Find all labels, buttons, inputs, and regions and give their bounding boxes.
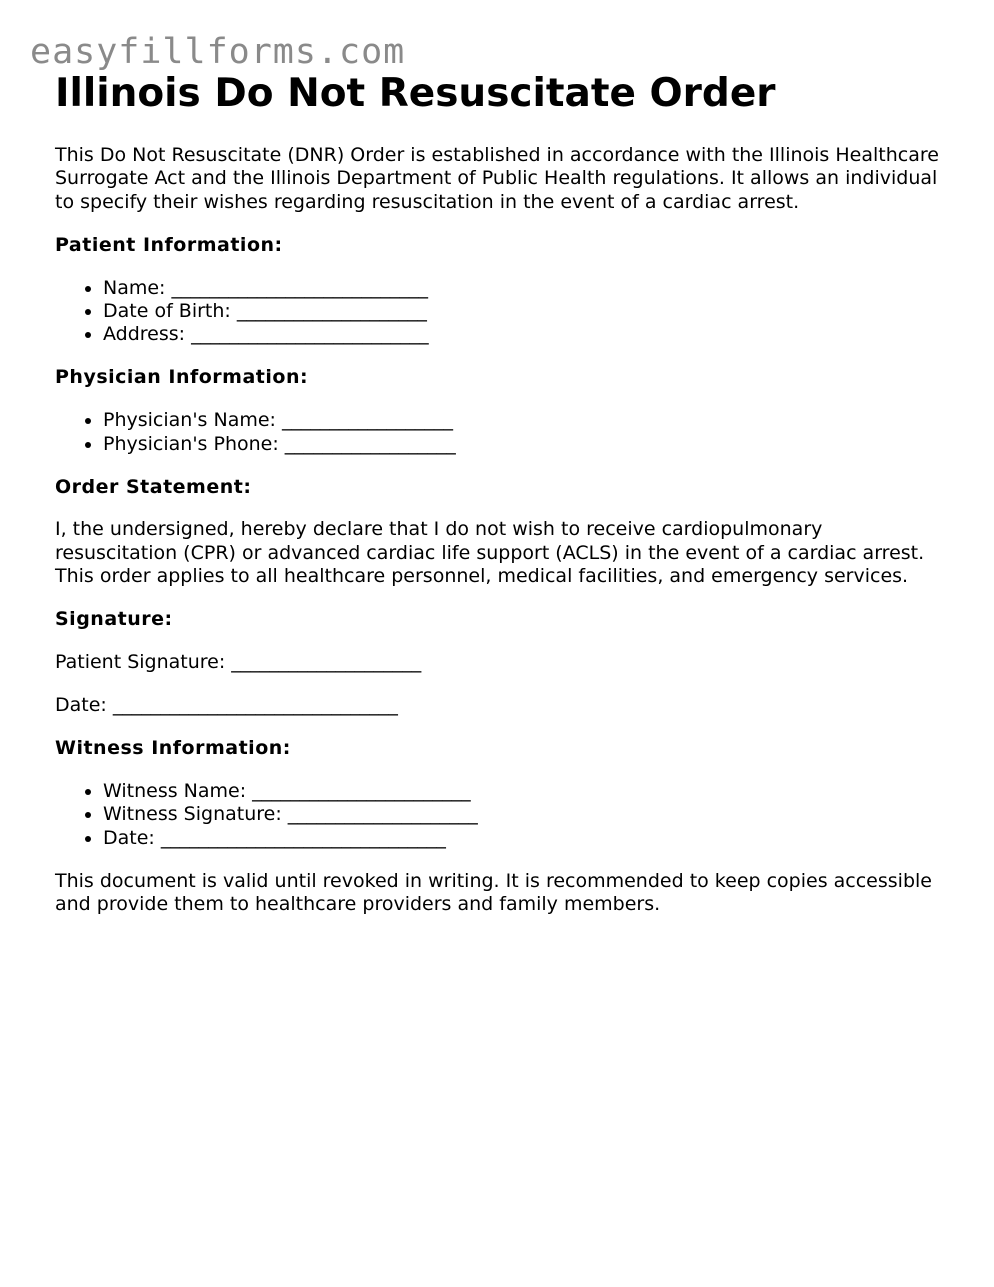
order-statement: I, the undersigned, hereby declare that I do not wish to receive cardiopulmonary resuscitation (CPR) or advanced cardiac life support (ACLS) in the event of a cardiac arrest. This order applies to all healthcare personnel, medical facilities, and emergency services. bbox=[55, 518, 925, 588]
witness-name-field[interactable]: • Witness Name: _______________________ bbox=[103, 780, 945, 803]
patient-address-field[interactable]: • Address: _________________________ bbox=[103, 323, 945, 346]
patient-name-field[interactable]: • Name: ___________________________ bbox=[103, 277, 945, 300]
signature-heading: Signature: bbox=[55, 608, 173, 631]
order-heading: Order Statement: bbox=[55, 475, 252, 498]
physician-phone-field[interactable]: • Physician's Phone: __________________ bbox=[103, 433, 945, 456]
signature-date-field[interactable]: Date: ______________________________ bbox=[55, 694, 398, 716]
witness-heading: Witness Information: bbox=[55, 736, 291, 759]
patient-heading: Patient Information: bbox=[55, 233, 283, 256]
page-title: Illinois Do Not Resuscitate Order bbox=[55, 71, 776, 116]
closing-paragraph: This document is valid until revoked in writing. It is recommended to keep copies accessible and provide them to healthcare providers and family members. bbox=[55, 869, 932, 915]
physician-heading: Physician Information: bbox=[55, 366, 309, 389]
witness-signature-field[interactable]: • Witness Signature: ____________________ bbox=[103, 803, 945, 826]
patient-signature-field[interactable]: Patient Signature: ____________________ bbox=[55, 651, 422, 674]
intro-paragraph: This Do Not Resuscitate (DNR) Order is established in accordance with the Illinois Healthcare Surrogate Act and the Illinois Department of Public Health regulations. It allows an individual to specify their wishes regarding resuscitation in the event of a cardiac arrest. bbox=[55, 144, 939, 213]
physician-name-field[interactable]: • Physician's Name: __________________ bbox=[103, 409, 945, 432]
patient-dob-field[interactable]: • Date of Birth: ____________________ bbox=[103, 300, 945, 323]
physician-list bbox=[55, 409, 945, 456]
document-page bbox=[55, 68, 945, 916]
patient-list bbox=[55, 277, 945, 347]
witness-date-field[interactable]: • Date: ______________________________ bbox=[103, 827, 945, 850]
watermark: easyfillforms.com bbox=[30, 32, 406, 72]
witness-list bbox=[55, 780, 945, 850]
